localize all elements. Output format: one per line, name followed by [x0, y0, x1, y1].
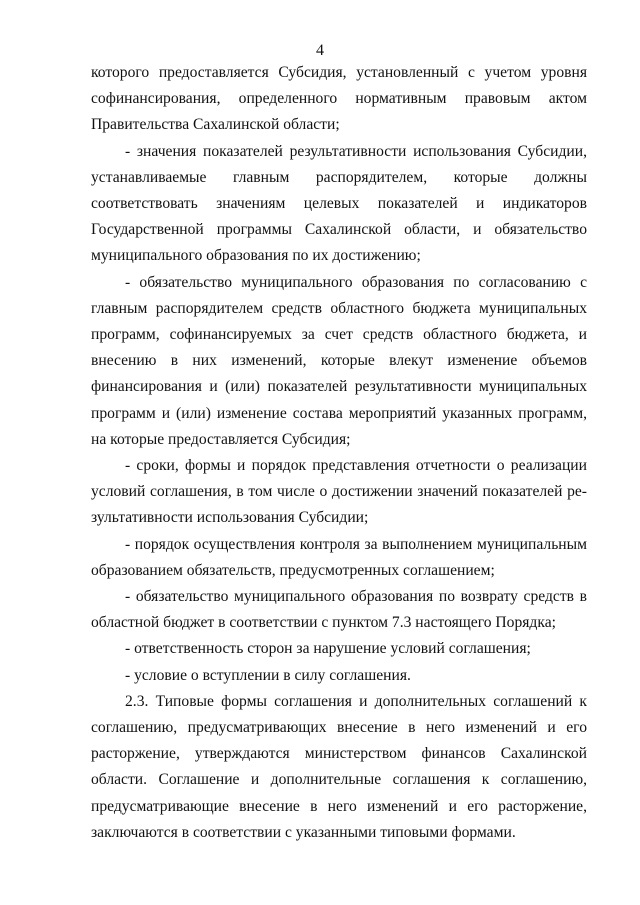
paragraph-performance-indicators: - значения показателей результативности использования Субсидии, устанавливаемые главным распорядителем, которые должны соответствовать значениям целевых показателей и индикаторов Государственной программы Сахалинской области, и обязательство муниципального образования по их достижению;: [91, 142, 587, 265]
paragraph-refund-obligation: - обязательство муниципального образования по возврату средств в областной бюджет в соответствии с пунктом 7.3 настоящего Порядка;: [91, 588, 587, 632]
paragraph-reporting-terms: - сроки, формы и порядок представления отчетности о реализации условий соглашения, в том числе о достижении значений показателей результативности использования Субсидии;: [91, 457, 587, 527]
paragraph-control-procedure: - порядок осуществления контроля за выполнением муниципальным образованием обязательств, предусмотренных соглашением;: [91, 535, 587, 579]
page-number: 4: [316, 42, 324, 59]
document-body: [91, 60, 587, 846]
paragraph-liability: - ответственность сторон за нарушение условий соглашения;: [125, 640, 531, 658]
paragraph-entry-into-force: - условие о вступлении в силу соглашения.: [125, 666, 411, 684]
paragraph-program-approval-obligation: - обязательство муниципального образования по согласованию с главным распорядителем средств областного бюджета муниципальных программ, софинансируемых за счет средств областного бюджета, и внесению в них изменений, которые влекут изменение объемов финансирования и (или) показателей результативности муниципальных программ и (или) изменение состава мероприятий указанных программ, на которые предоставляется Субсидия;: [91, 273, 587, 448]
paragraph-section-2-3: 2.3. Типовые формы соглашения и дополнительных соглашений к соглашению, предусматривающих внесение в него изменений и его расторжение, утверждаются министерством финансов Сахалинской области. Соглашение и дополнительные соглашения к соглашению, предусматривающие внесение в него изменений и его расторжение, заключаются в соответствии с указанными типовыми формами.: [91, 692, 587, 841]
paragraph-continuation: которого предоставляется Субсидия, установленный с учетом уровня софинансирования, определенного нормативным правовым актом Правительства Сахалинской области;: [91, 64, 587, 134]
